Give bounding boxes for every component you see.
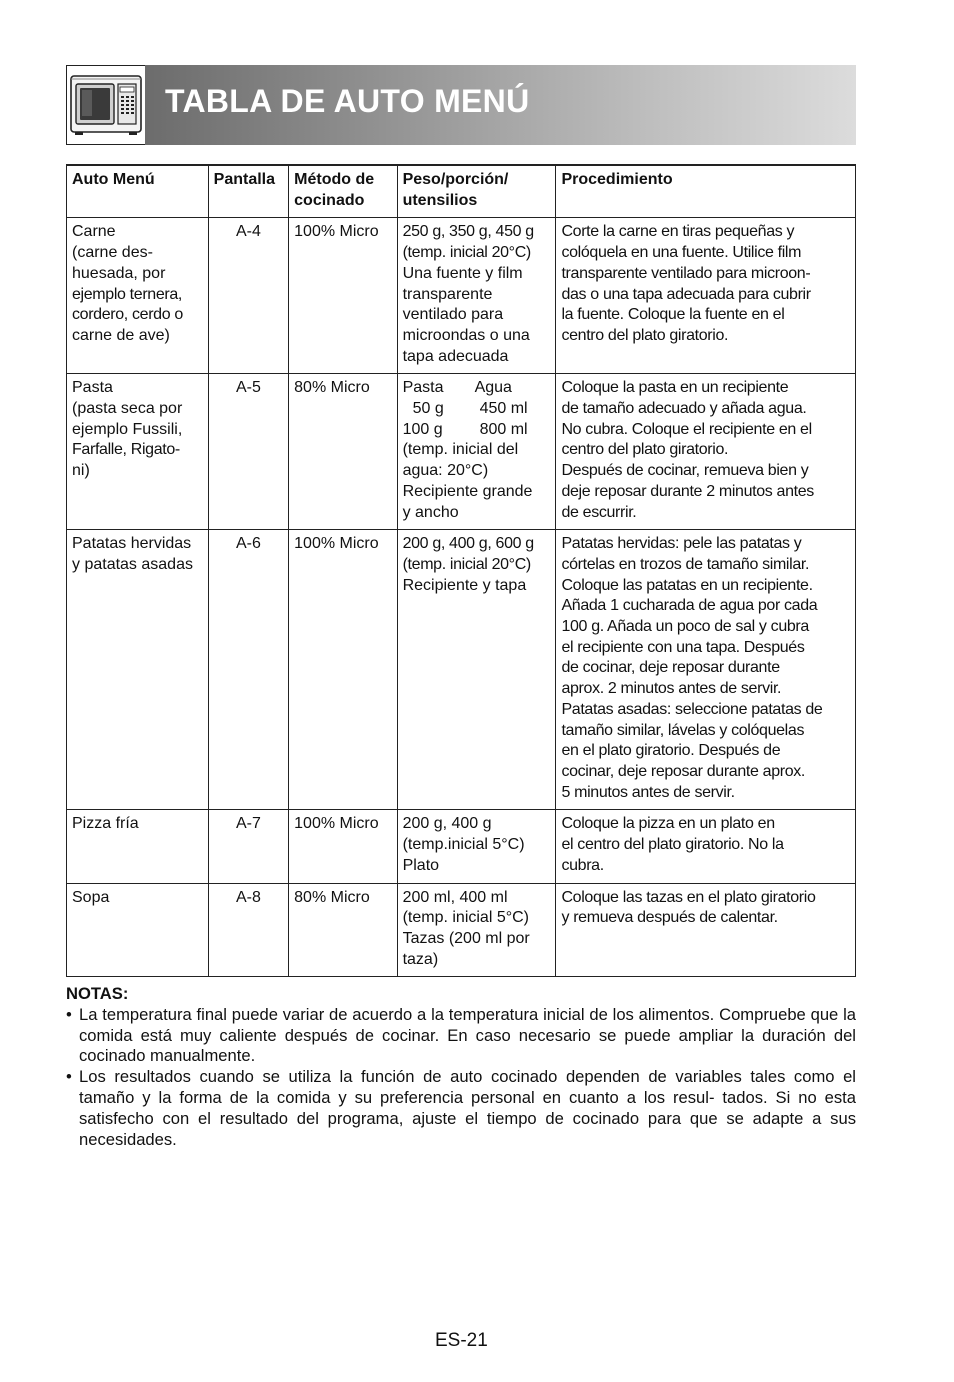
cell-text: centro del plato giratorio. — [561, 326, 729, 344]
cell-text: (carne des- — [72, 244, 153, 262]
cell-text: Recipiente grande — [402, 482, 533, 500]
cell-text: de escurrir. — [561, 503, 637, 521]
cell-text: Plato — [402, 856, 440, 874]
cell-auto-menu — [67, 883, 209, 977]
cell-text: 200 ml, 400 ml — [402, 888, 508, 906]
table-row — [67, 218, 856, 374]
cell-text: de cocinar, deje reposar durante — [561, 659, 780, 677]
cell-text: el centro del plato giratorio. No la — [561, 836, 784, 854]
cell-text: (temp.inicial 5°C) — [402, 836, 525, 854]
cell-text: Una fuente y film — [402, 264, 523, 282]
cell-text: das o una tapa adecuada para cubrir — [561, 285, 811, 303]
cell-text: y patatas asadas — [72, 555, 193, 573]
cell-procedure — [556, 530, 856, 810]
cell-text: 50 g — [412, 400, 444, 418]
page-number: ES-21 — [435, 1330, 488, 1351]
cell-method: 100% Micro — [289, 530, 397, 810]
cell-text: Pasta — [402, 379, 444, 397]
cell-text: Después de cocinar, remueva bien y — [561, 462, 809, 480]
cell-text: en el plato giratorio. Después de — [561, 742, 781, 760]
cell-text: cubra. — [561, 856, 604, 874]
note-text: La temperatura final puede variar de acuerdo a la temperatura inicial de los alimentos. Compruebe que la comida está muy caliente después de cocinar. En caso necesario se puede ampliar la duración del cocinado manualmente. — [79, 1004, 856, 1066]
cell-text: (temp. inicial 20°C) — [402, 555, 531, 573]
cell-auto-menu — [67, 810, 209, 883]
cell-text: Farfalle, Rigato- — [72, 441, 180, 459]
cell-text: Coloque la pasta en un recipiente — [561, 379, 789, 397]
table-row — [67, 883, 856, 977]
note-text: Los resultados cuando se utiliza la función de auto cocinado dependen de variables tales como el tamaño y la forma de la comida y su preferencia personal en cuanto a los resul- tados. Si no esta satisfecho con el resultado del programa, ajuste el tiempo de cocinado para que se adapte a sus necesidades. — [79, 1067, 856, 1149]
auto-menu-table — [66, 164, 856, 977]
cell-weight — [397, 810, 556, 883]
cell-procedure — [556, 218, 856, 374]
column-header-weight — [397, 165, 556, 218]
cell-method: 100% Micro — [289, 218, 397, 374]
column-header-text: Pantalla — [213, 171, 276, 188]
pasta-water-row — [403, 399, 551, 420]
cell-procedure — [556, 883, 856, 977]
column-header-display — [208, 165, 289, 218]
cell-text: huesada, por — [72, 264, 166, 282]
cell-text: 200 g, 400 g, 600 g — [402, 535, 534, 553]
column-header-text: Procedimiento — [561, 171, 673, 188]
cell-text: (temp. inicial del — [402, 441, 519, 459]
cell-text: Recipiente y tapa — [402, 576, 527, 594]
cell-text: Patatas hervidas — [72, 535, 192, 553]
cell-text: Patatas asadas: seleccione patatas de — [561, 700, 823, 718]
cell-text: Coloque las patatas en un recipiente. — [561, 576, 813, 594]
column-header-text: cocinado — [294, 191, 365, 209]
cell-text: cocinar, deje reposar durante aprox. — [561, 762, 806, 780]
cell-text: Corte la carne en tiras pequeñas y — [561, 223, 795, 241]
cell-text: deje reposar durante 2 minutos antes — [561, 482, 814, 500]
cell-text: cordero, cerdo o — [72, 306, 183, 324]
table-row — [67, 374, 856, 530]
cell-text: agua: 20°C) — [402, 462, 489, 480]
microwave-icon — [66, 65, 146, 145]
cell-weight — [397, 883, 556, 977]
cell-text: 800 ml — [479, 420, 528, 438]
cell-text: 450 ml — [479, 400, 528, 418]
bullet-icon: • — [66, 1004, 72, 1024]
cell-text: y ancho — [402, 503, 459, 521]
cell-weight — [397, 218, 556, 374]
cell-text: Patatas hervidas: pele las patatas y — [561, 535, 802, 553]
cell-text: 100 g. Añada un poco de sal y cubra — [561, 618, 809, 636]
cell-text: córtelas en trozos de tamaño similar. — [561, 555, 810, 573]
cell-text: el recipiente con una tapa. Después — [561, 638, 805, 656]
cell-text: carne de ave) — [72, 326, 170, 344]
cell-auto-menu — [67, 530, 209, 810]
cell-text: y remueva después de calentar. — [561, 909, 778, 927]
column-header-text: Auto Menú — [72, 171, 155, 188]
cell-text: No cubra. Coloque el recipiente en el — [561, 420, 812, 438]
cell-text: tapa adecuada — [402, 347, 509, 365]
cell-display: A-6 — [208, 530, 289, 810]
note-item — [66, 1067, 856, 1150]
cell-text: 5 minutos antes de servir. — [561, 783, 735, 801]
column-header-method — [289, 165, 397, 218]
column-header-text: utensilios — [402, 191, 478, 209]
cell-text: transparente ventilado para microon- — [561, 264, 811, 282]
cell-text: colóquela en una fuente. Utilice film — [561, 244, 802, 262]
cell-text: ventilado para — [402, 306, 504, 324]
cell-method: 80% Micro — [289, 883, 397, 977]
pasta-water-header — [403, 378, 551, 399]
cell-method: 100% Micro — [289, 810, 397, 883]
table-row — [67, 810, 856, 883]
cell-text: centro del plato giratorio. — [561, 441, 729, 459]
cell-method: 80% Micro — [289, 374, 397, 530]
cell-text: Sopa — [72, 888, 110, 906]
title-banner — [145, 65, 856, 145]
cell-text: 100 g — [402, 420, 443, 438]
cell-text: Pasta — [72, 379, 113, 397]
cell-display: A-7 — [208, 810, 289, 883]
pasta-water-row — [403, 420, 551, 441]
cell-text: Carne — [72, 223, 116, 241]
notes-section — [66, 984, 856, 1150]
cell-text: taza) — [402, 950, 439, 968]
cell-auto-menu — [67, 218, 209, 374]
column-header-text: Peso/porción/ — [402, 171, 509, 188]
cell-text: microondas o una — [402, 326, 530, 344]
cell-text: transparente — [402, 285, 493, 303]
cell-text: ni) — [72, 462, 90, 480]
column-header-auto-menu — [67, 165, 209, 218]
cell-text: Añada 1 cucharada de agua por cada — [561, 597, 818, 615]
cell-text: la fuente. Coloque la fuente en el — [561, 306, 785, 324]
cell-auto-menu — [67, 374, 209, 530]
cell-text: (temp. inicial 5°C) — [402, 909, 530, 927]
cell-procedure — [556, 374, 856, 530]
cell-text: (temp. inicial 20°C) — [402, 244, 531, 262]
page-title: TABLA DE AUTO MENÚ — [165, 83, 530, 119]
note-item — [66, 1005, 856, 1067]
cell-display: A-5 — [208, 374, 289, 530]
cell-display: A-4 — [208, 218, 289, 374]
cell-text: 250 g, 350 g, 450 g — [402, 223, 534, 241]
cell-text: Coloque las tazas en el plato giratorio — [561, 888, 816, 906]
cell-weight — [397, 530, 556, 810]
cell-text: Agua — [474, 379, 512, 397]
cell-weight — [397, 374, 556, 530]
column-header-text: Método de — [294, 171, 375, 188]
bullet-icon: • — [66, 1067, 72, 1087]
cell-text: de tamaño adecuado y añada agua. — [561, 400, 807, 418]
cell-text: Pizza fría — [72, 815, 139, 833]
cell-procedure — [556, 810, 856, 883]
cell-display: A-8 — [208, 883, 289, 977]
cell-text: aprox. 2 minutos antes de servir. — [561, 680, 782, 698]
column-header-procedure — [556, 165, 856, 218]
cell-text: (pasta seca por — [72, 400, 183, 418]
cell-text: ejemplo Fussili, — [72, 420, 183, 438]
cell-text: 200 g, 400 g — [402, 815, 492, 833]
cell-text: ejemplo ternera, — [72, 285, 183, 303]
page-header — [66, 65, 856, 145]
table-header-row — [67, 165, 856, 218]
notes-title: NOTAS: — [66, 984, 129, 1003]
table-row — [67, 530, 856, 810]
cell-text: tamaño similar, lávelas y colóquelas — [561, 721, 805, 739]
cell-text: Tazas (200 ml por — [402, 929, 530, 947]
cell-text: Coloque la pizza en un plato en — [561, 815, 775, 833]
